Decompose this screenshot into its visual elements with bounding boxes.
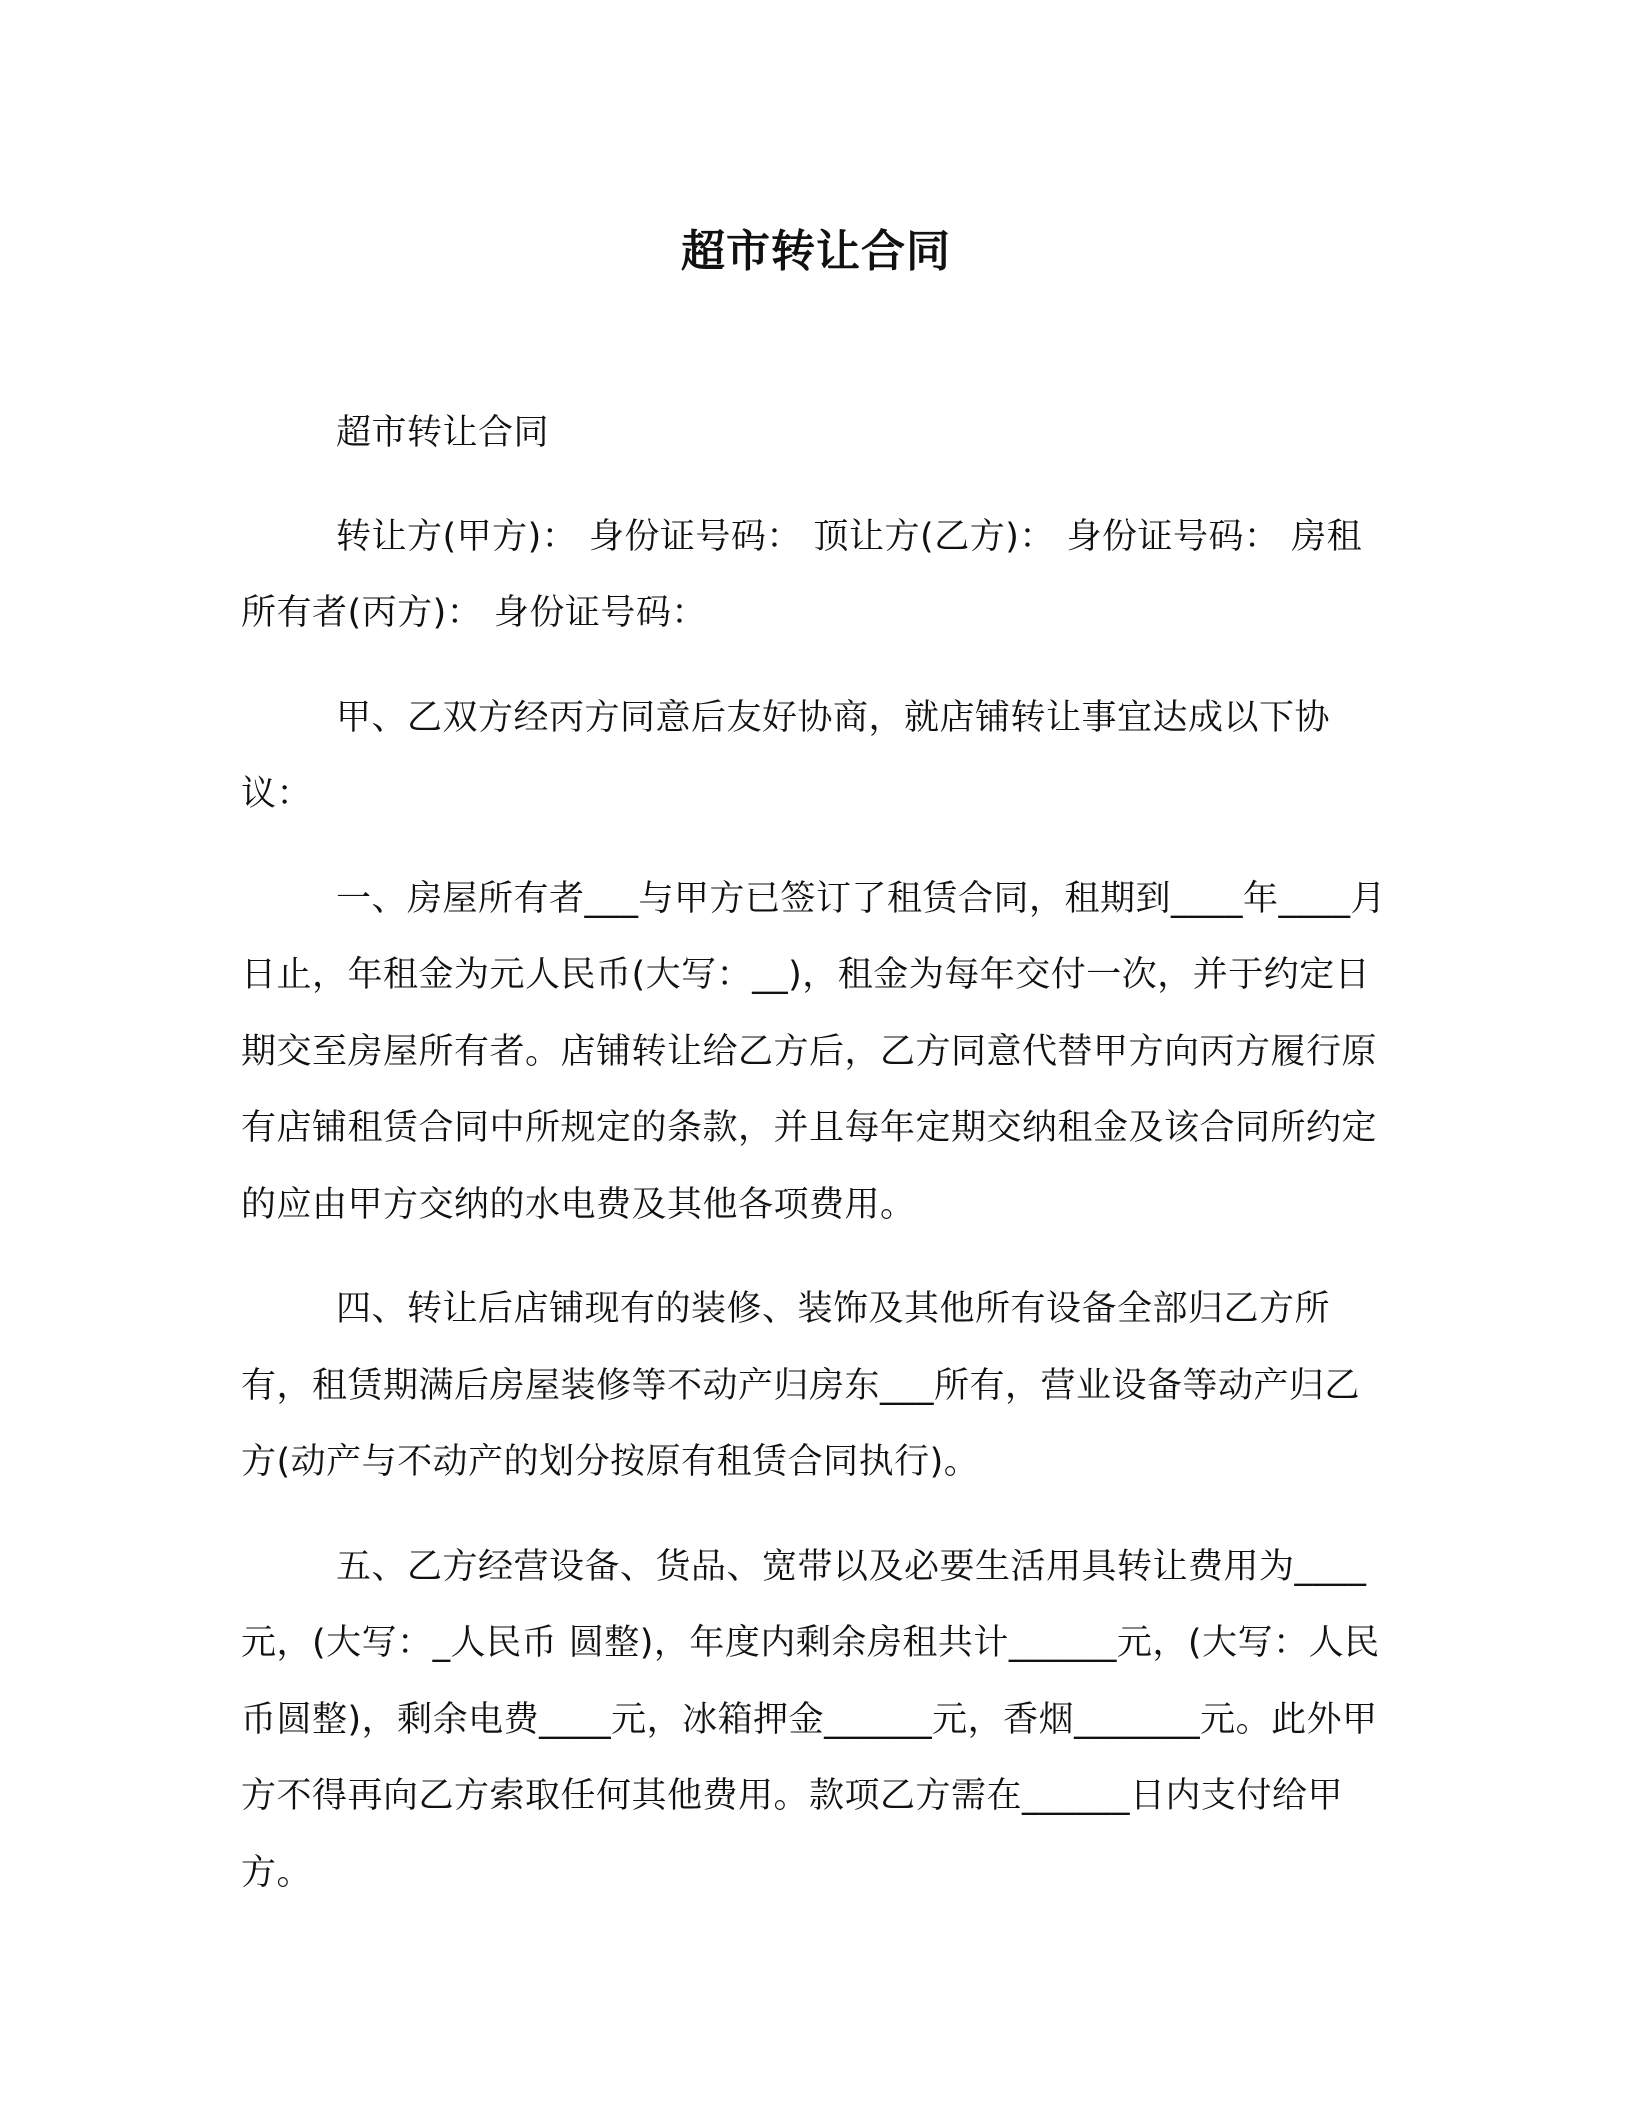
intro-paragraph: 甲、乙双方经丙方同意后友好协商，就店铺转让事宜达成以下协议： [241,697,1331,814]
clause-four-paragraph: 四、转让后店铺现有的装修、装饰及其他所有设备全部归乙方所有，租赁期满后房屋装修等不动产归房东___所有，营业设备等动产归乙方(动产与不动产的划分按原有租赁合同执行)。 [241,1289,1361,1482]
clause-one-paragraph: 一、房屋所有者___与甲方已签订了租赁合同，租期到____年____月日止，年租金为元人民币(大写：__)，租金为每年交付一次，并于约定日期交至房屋所有者。店铺转让给乙方后，乙方同意代替甲方向丙方履行原有店铺租赁合同中所规定的条款，并且每年定期交纳租金及该合同所约定的应由甲方交纳的水电费及其他各项费用。 [241,878,1387,1225]
document-title: 超市转让合同 [681,226,951,277]
clause-five-paragraph: 五、乙方经营设备、货品、宽带以及必要生活用具转让费用为____元，(大写：_人民币 圆整)，年度内剩余房租共计______元，(大写：人民币圆整)，剩余电费____元，冰箱押金______元，香烟_______元。此外甲方不得再向乙方索取任何其他费用。款项乙方需在______日内支付给甲方。 [241,1546,1380,1893]
contract-subtitle: 超市转让合同 [336,413,550,453]
parties-paragraph: 转让方(甲方)： 身份证号码： 顶让方(乙方)： 身份证号码： 房租所有者(丙方)： 身份证号码： [241,516,1363,633]
document-body [241,395,1391,1911]
